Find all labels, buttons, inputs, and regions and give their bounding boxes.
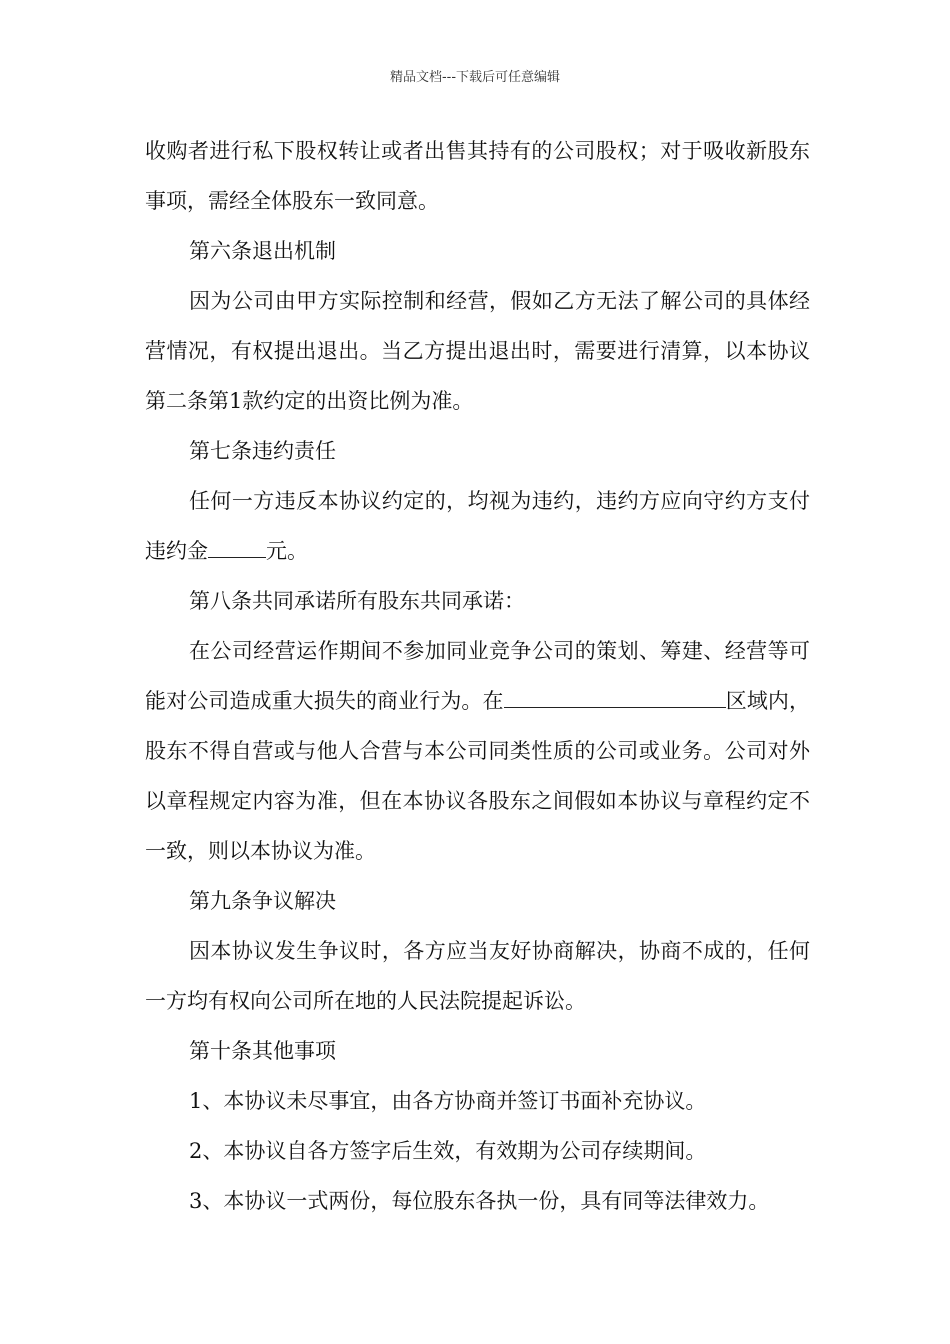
article-10-item-1: 1、本协议未尽事宜，由各方协商并签订书面补充协议。 [189,1089,707,1113]
article-7-text: 任何一方违反本协议约定的，均视为违约，违约方应向守约方支付违约金 [145,489,810,563]
article-7-heading: 第七条违约责任 [189,439,336,463]
page-header: 精品文档---下载后可任意编辑 [389,70,561,85]
article-9-heading: 第九条争议解决 [189,889,336,913]
paragraph-continuation: 收购者进行私下股权转让或者出售其持有的公司股权；对于吸收新股东事项，需经全体股东一致同意。 [145,139,810,213]
article-8-text-a: 在公司经营运作期间不参加同业竞争公司的策划、筹建、经营等可能对公司造成重大损失的商业行为。在 [145,639,810,713]
article-10-heading: 第十条其他事项 [189,1039,336,1063]
document-body [145,126,810,1226]
article-9-body: 因本协议发生争议时，各方应当友好协商解决，协商不成的，任何一方均有权向公司所在地的人民法院提起诉讼。 [145,939,810,1013]
region-blank [504,689,726,708]
article-8-text-b: 区域内，股东不得自营或与他人合营与本公司同类性质的公司或业务。公司对外以章程规定内容为准，但在本协议各股东之间假如本协议与章程约定不一致，则以本协议为准。 [145,689,811,863]
article-8-heading: 第八条共同承诺所有股东共同承诺： [189,589,525,613]
article-6-heading: 第六条退出机制 [189,239,336,263]
article-10-item-3: 3、本协议一式两份，每位股东各执一份，具有同等法律效力。 [189,1189,770,1213]
article-8-body [145,626,810,876]
article-6-body: 因为公司由甲方实际控制和经营，假如乙方无法了解公司的具体经营情况，有权提出退出。当乙方提出退出时，需要进行清算，以本协议第二条第1款约定的出资比例为准。 [145,289,810,413]
article-10-item-2: 2、本协议自各方签字后生效，有效期为公司存续期间。 [189,1139,707,1163]
article-7-unit: 元。 [266,539,308,563]
penalty-amount-blank [208,539,266,558]
article-7-body [145,476,810,576]
